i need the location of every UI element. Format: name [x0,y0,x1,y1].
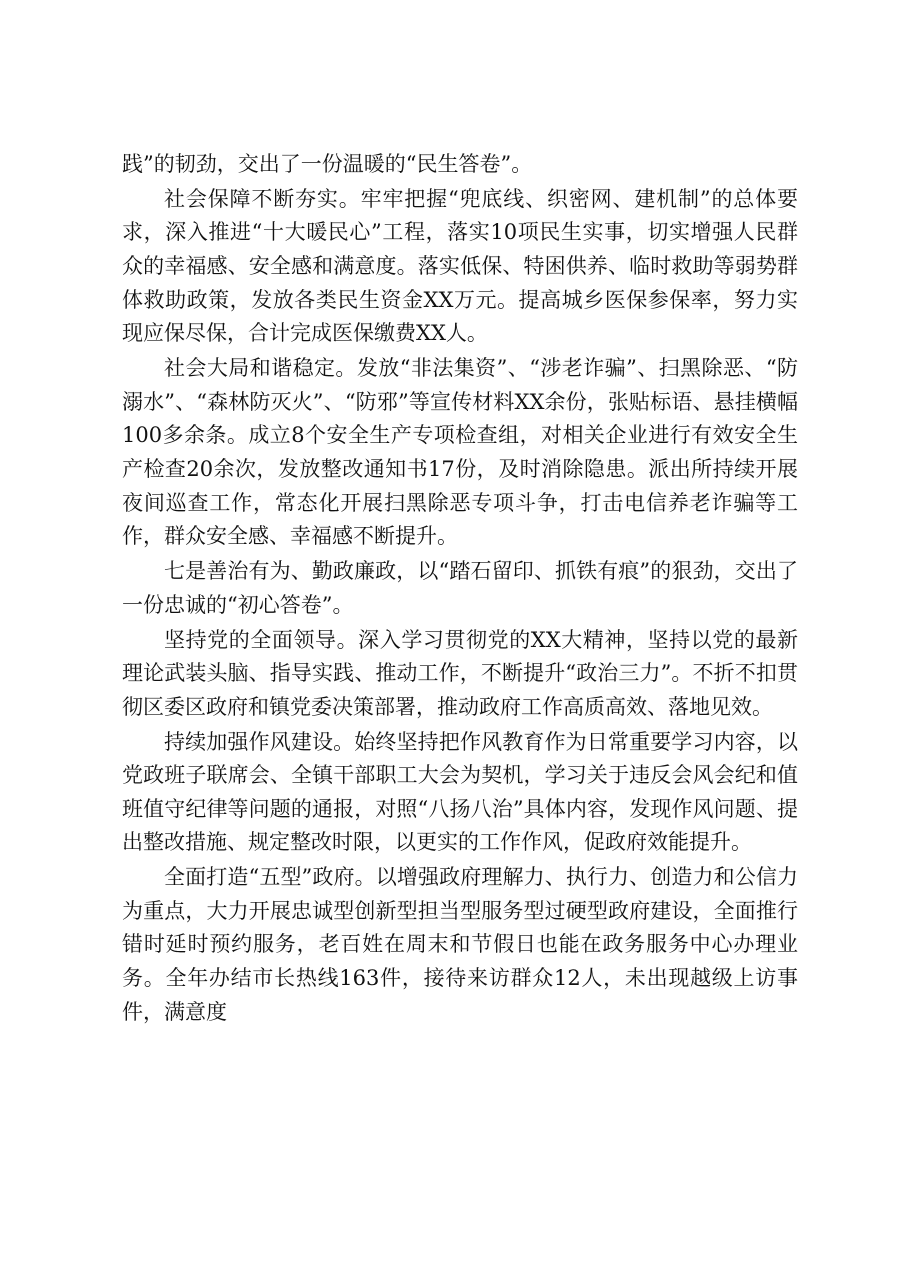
paragraph-social-stability: 社会大局和谐稳定。发放“非法集资”、“涉老诈骗”、扫黑除恶、“防溺水”、“森林防灭火”、“防邪”等宣传材料XX余份，张贴标语、悬挂横幅100多余条。成立8个安全生产专项检查组，对相关企业进行有效安全生产检查20余次，发放整改通知书17份，及时消除隐患。派出所持续开展夜间巡查工作，常态化开展扫黑除恶专项斗争，打击电信养老诈骗等工作，群众安全感、幸福感不断提升。 [122,356,798,549]
paragraph-five-type-government: 全面打造“五型”政府。以增强政府理解力、执行力、创造力和公信力为重点，大力开展忠诚型创新型担当型服务型过硬型政府建设，全面推行错时延时预约服务，老百姓在周末和节假日也能在政务服务中心办理业务。全年办结市长热线163件，接待来访群众12人，未出现越级上访事件，满意度 [122,865,798,1024]
document-body [122,148,798,1031]
paragraph-continuation: 践”的韧劲，交出了一份温暖的“民生答卷”。 [122,152,533,176]
paragraph-work-style: 持续加强作风建设。始终坚持把作风教育作为日常重要学习内容，以党政班子联席会、全镇干部职工大会为契机，学习关于违反会风会纪和值班值守纪律等问题的通报，对照“八扬八治”具体内容，发现作风问题、提出整改措施、规定整改时限，以更实的工作作风，促政府效能提升。 [122,729,798,855]
paragraph-section-seven: 七是善治有为、勤政廉政，以“踏石留印、抓铁有痕”的狠劲，交出了一份忠诚的“初心答卷”。 [122,559,798,617]
paragraph-social-security: 社会保障不断夯实。牢牢把握“兜底线、织密网、建机制”的总体要求，深入推进“十大暖民心”工程，落实10项民生实事，切实增强人民群众的幸福感、安全感和满意度。落实低保、特困供养、临时救助等弱势群体救助政策，发放各类民生资金XX万元。提高城乡医保参保率，努力实现应保尽保，合计完成医保缴费XX人。 [122,186,798,346]
paragraph-party-leadership: 坚持党的全面领导。深入学习贯彻党的XX大精神，坚持以党的最新理论武装头脑、指导实践、推动工作，不断提升“政治三力”。不折不扣贯彻区委区政府和镇党委决策部署，推动政府工作高质高效、落地见效。 [122,627,798,719]
